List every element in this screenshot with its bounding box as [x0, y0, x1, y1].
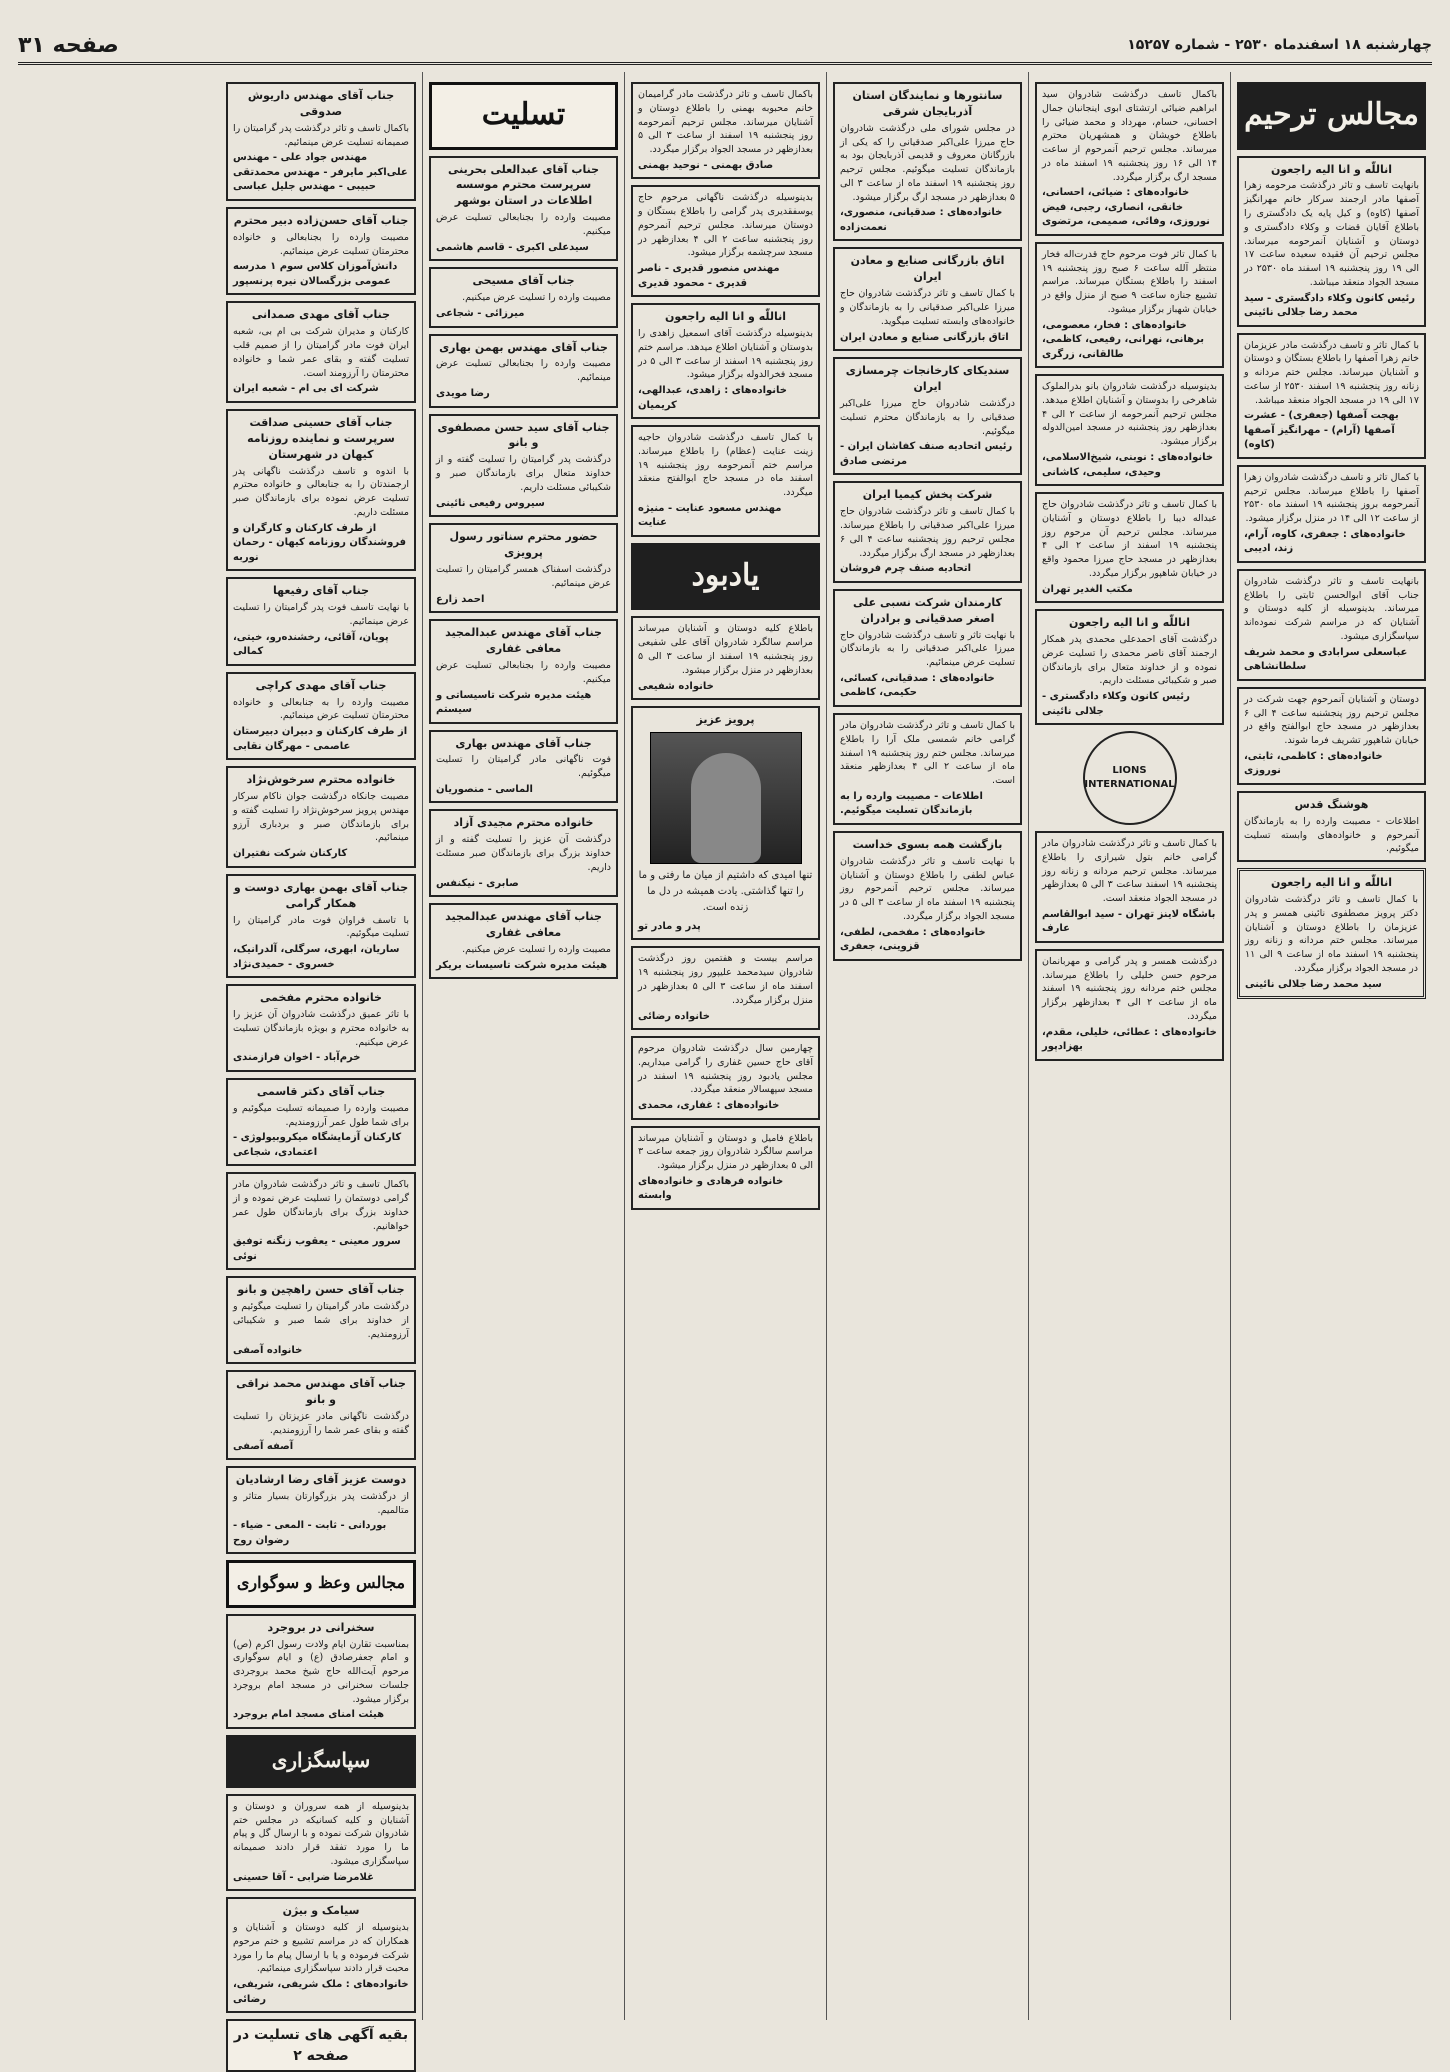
notice-signature: سرور معینی - یعقوب زنگنه توفیق نوئی	[233, 1236, 401, 1262]
notice-body: با تاثر عمیق درگذشت شادروان آن عزیز را به خانواده محترم و بویژه بازماندگان تسلیت عرض میکنیم.	[233, 1009, 409, 1048]
notice-body: با کمال تاسف و تاثر درگذشت شادروان حاج میرزا علی‌اکبر صدقیانی را به بازماندگان و خانواده‌های وابسته تسلیت میگوید.	[840, 288, 1015, 327]
notice-body: با کمال تاسف درگذشت شادروان حاجیه زینت عنایت (عظام) را باطلاع میرساند. مراسم ختم آنمرحومه روز پنجشنبه ۱۹ اسفند ماه در مسجد حاج ابوالفتح منعقد میگردد.	[638, 432, 813, 499]
notice-title: جناب آقای حسن‌زاده دبیر محترم	[233, 213, 409, 227]
notice-signature: مهندس مسعود عنایت - منیژه عنایت	[638, 502, 782, 529]
notice	[631, 706, 820, 940]
notice-title: شرکت پخش کیمیا ایران	[862, 488, 993, 502]
notice-body: بدینوسیله درگذشت آقای اسمعیل زاهدی را بدوستان و آشنایان اطلاع میدهد. مراسم ختم روز پنجشنبه ۱۹ اسفند از ساعت ۳ الی ۵ در مسجد فخرالدوله برگزار میشود.	[638, 328, 814, 381]
majales-vaz-banner: مجالس وعظ و سوگواری	[226, 1560, 416, 1607]
notice-signature: خانواده‌های : فخار، معصومی، برهانی، نهرانی، رفیعی، کاظمی، طالقانی، زرگری	[1042, 319, 1205, 360]
notice-signature: باشگاه لاینز تهران - سید ابوالقاسم عارف	[1042, 908, 1216, 935]
notice-body: با کمال تاثر فوت مرحوم حاج قدرت‌اله فخار منتظر آلله ساعت ۶ صبح روز پنجشنبه ۱۹ اسفند را باطلاع بستگان میرساند. مراسم تشییع جنازه ساعت ۹ صبح از منزل واقع در خیابان شهباز برگزار میشود.	[1042, 248, 1217, 315]
column-3	[826, 72, 1028, 2020]
notice	[429, 414, 618, 518]
notice-body: مصیبت وارده را بجنابعالی تسلیت عرض مینمائیم.	[436, 358, 611, 384]
notice	[429, 619, 618, 723]
notice-body: با نهایت تاسف و تاثر درگذشت شادروان عباس لطفی را باطلاع دوستان و آشنایان میرساند. مجلس ترحیم آنمرحوم روز پنجشنبه ۱۹ اسفند ماه از ساعت ۳ الی ۵ در مسجد الجواد برگزار میگردد.	[840, 855, 1016, 922]
notice-body: با نهایت تاسف فوت پدر گرامیتان را تسلیت عرض مینمائیم.	[233, 602, 409, 627]
notice	[226, 1897, 416, 2013]
notice-body: باکمال تاسف و تاثر درگذشت پدر گرامیتان را صمیمانه تسلیت عرض مینمائیم.	[233, 122, 409, 148]
notice	[226, 301, 416, 403]
notice-signature: خانواده‌های : عطائی، خلیلی، مقدم، بهزادپور	[1042, 1026, 1217, 1053]
notice-signature: آصفه آصفی	[233, 1440, 294, 1452]
notice-signature: خانواده آصفی	[233, 1344, 303, 1356]
notice-signature: احمد زارع	[436, 593, 485, 605]
notice	[631, 303, 820, 419]
notice-body: فوت ناگهانی مادر گرامیتان را تسلیت میگوئیم.	[436, 754, 611, 780]
notice-title: جناب آقای حسینی صداقت سرپرست و نماینده روزنامه کیهان در شهرستان	[247, 415, 395, 461]
notice-signature: هیئت مدیره شرکت تاسیسات بریکر	[436, 959, 608, 971]
notice-signature: دانش‌آموزان کلاس سوم ۱ مدرسه عمومی بزرگسالان نیره پرنسپور	[233, 261, 398, 287]
notice-signature: خانواده‌های : جعفری، کاوه، آرام، زند، ادیبی	[1244, 528, 1406, 555]
notice	[1035, 82, 1224, 236]
notice-body: دوستان و آشنایان آنمرحوم جهت شرکت در مجلس ترحیم روز پنجشنبه ساعت ۴ الی ۶ بعدازظهر در مسجد حاج ابوالفتح واقع در خیابان شاهپور تشریف فرما شوند.	[1244, 693, 1419, 747]
notice	[429, 730, 618, 804]
notice-signature: الماسی - منصوریان	[436, 783, 533, 795]
notice-body: مصیبت وارده را بجنابعالی تسلیت عرض میکنیم.	[436, 659, 611, 685]
notice-body: با کمال تاسف و تاثر درگذشت شادروان حاج میرزا علی‌اکبر صدقیانی را باطلاع میرساند. مجلس ترحیم روز پنجشنبه ساعت ۴ الی ۶ بعدازظهر در مسجد ارگ برگزار میگردد.	[840, 506, 1015, 559]
notice-body: چهارمین سال درگذشت شادروان مرحوم آقای حاج حسین غفاری را گرامی میداریم. مجلس یادبود روز پنجشنبه ۱۹ اسفند در مسجد سپهسالار منعقد میگردد.	[638, 1043, 813, 1096]
notice-signature: خانواده‌های : ملک شریفی، شریفی، رضائی	[233, 1979, 409, 2005]
notice-signature: خانواده‌های : کاظمی، ثابتی، نوروزی	[1244, 750, 1383, 777]
notice-title: جناب آقای سید حسن مصطفوی و بانو	[437, 420, 610, 450]
notice	[226, 1794, 416, 1891]
notice-signature: پویان، آقائی، رخشنده‌رو، خیتی، کمالی	[233, 631, 389, 658]
notice	[833, 247, 1022, 351]
notice-body: مصیبت وارده را تسلیت عرض میکنیم.	[462, 292, 611, 304]
notice	[226, 577, 416, 665]
notice-signature: از طرف کارکنان و کارگران و فروشندگان روزنامه کیهان - رحمان نوربه	[233, 522, 407, 563]
notice-title: خانواده محترم مفخمی	[260, 991, 382, 1005]
notice-title: جناب آقای دکتر قاسمی	[256, 1084, 386, 1098]
columns-container	[18, 72, 1432, 2064]
notice	[631, 616, 820, 700]
column-6	[220, 72, 422, 2064]
notice-body: با تاسف فراوان فوت مادر گرامیتان را تسلیت میگوئیم.	[233, 914, 409, 940]
notice	[1237, 156, 1426, 327]
notice-body: بدینوسیله از همه سروران و دوستان و آشنایان و کلیه کسانیکه در مجلس ختم شادروان شرکت نموده و با ارسال گل و پیام ما را مورد تفقد قرار دادند صمیمانه سپاسگزاری میشود.	[233, 1800, 409, 1867]
notice	[833, 357, 1022, 475]
notice-body: درگذشت اسفناک همسر گرامیتان را تسلیت عرض مینمائیم.	[436, 564, 611, 589]
notice	[226, 207, 416, 295]
notice-title: سیامک و بیژن	[282, 1904, 360, 1918]
majales-tarhim-banner: مجالس ترحیم	[1237, 82, 1426, 150]
page-header	[18, 28, 1432, 65]
column-5	[422, 72, 624, 2020]
notice-body: مراسم بیست و هفتمین روز درگذشت شادروان سیدمحمد علیپور روز پنجشنبه ۱۹ اسفند ماه از ساعت ۳ الی ۵ بعدازظهر در منزل برگزار میگردد.	[638, 953, 813, 1006]
notice-body: درگذشت همسر و پدر گرامی و مهربانمان مرحوم حسن خلیلی را باطلاع میرساند. مجلس ختم مردانه روز پنجشنبه ۱۹ اسفند ماه از ساعت ۲ الی ۴ بعدازظهر برگزار میگردد.	[1042, 955, 1217, 1022]
notice-signature: اتحادیه صنف چرم فروشان	[840, 563, 972, 575]
notice-body: باکمال تاسف درگذشت شادروان سید ابراهیم ضیائی ارتشتای ابوی اینجانبان جمال احسانی، حسام، مهرداد و محمد ضیائی را باطلاع خویشان و همشهریان محترم میرساند. مجلس ترحیم آنمرحوم از ساعت ۱۴ الی ۱۶ روز پنجشنبه ۱۹ اسفند ماه در مسجد ارگ برگزار میگردد.	[1042, 89, 1217, 183]
notice	[226, 1466, 416, 1554]
notice	[631, 1036, 820, 1120]
notice-title: خانواده محترم سرخوش‌نژاد	[246, 773, 396, 787]
notice-title: جناب آقای مهندس بهاری	[455, 736, 592, 750]
notice-signature: اتاق بازرگانی صنایع و معادن ایران	[840, 331, 1009, 343]
notice	[226, 1172, 416, 1270]
notice	[226, 82, 416, 201]
notice	[1035, 949, 1224, 1061]
notice-title: جناب آقای عبدالعلی بحرینی سرپرست محترم موسسه اطلاعات در استان بوشهر	[447, 162, 599, 208]
notice	[226, 1614, 416, 1729]
notice-body: درگذشت پدر گرامیتان را تسلیت گفته و از خداوند متعال برای بازماندگان صبر و شکیبائی مسئلت داریم.	[436, 454, 611, 493]
notice-body: از درگذشت پدر بزرگوارتان بسیار متاثر و متالمیم.	[233, 1490, 409, 1516]
notice	[1035, 609, 1224, 725]
notice-body: با کمال تاسف و تاثر درگذشت شادروان مادر گرامی خانم شمسی ملک آرا را باطلاع میرساند. مجلس ختم روز پنجشنبه ۱۹ اسفند ماه از ساعت ۲ الی ۴ بعدازظهر منعقد است.	[840, 719, 1015, 787]
notice-signature: خانواده‌های : مفخمی، لطفی، قزوینی، جعفری	[840, 926, 986, 953]
notice-signature: ساریان، ابهری، سرگلی، آلدرانیک، خسروی - حمیدی‌نژاد	[233, 944, 400, 970]
notice-body: با کمال تاسف و تاثر درگذشت شادروان حاج عبداله دیبا را باطلاع دوستان و آشنایان میرساند. مجلس ترحیم آن مرحوم روز پنجشنبه ۱۹ اسفند از ساعت ۲ الی ۴ بعدازظهر در مسجد حاج میرزا محمود واقع در خیابان شاهپور برگزار میگردد.	[1042, 499, 1217, 579]
notice	[226, 1370, 416, 1460]
notice	[631, 185, 820, 297]
column-1	[1230, 72, 1432, 2020]
notice-signature: رضا مویدی	[436, 388, 490, 400]
notice	[833, 589, 1022, 707]
notice-signature: رئیس اتحادیه صنف کفاشان ایران - مرتضی صادق	[840, 441, 1013, 467]
notice	[429, 903, 618, 979]
notice	[1035, 242, 1224, 368]
notice-signature: هیئت امنای مسجد امام بروجرد	[233, 1709, 385, 1721]
notice-body: در مجلس شورای ملی درگذشت شادروان حاج میرزا علی‌اکبر صدقیانی را که یکی از بازرگانان معروف و قدیمی آذربایجان بود به بازماندگان تسلیت میگوئیم. مجلس ترحیم روز پنجشنبه ۱۹ اسفند ماه از ساعت ۳ الی ۵ بعدازظهر در مسجد ارگ برگزار میشود.	[840, 122, 1015, 203]
notice-title: جناب آقای مهندس محمد نراقی و بانو	[236, 1377, 406, 1407]
notice-body: با کمال تاسف و تاثر درگذشت شادروان مادر گرامی خانم بتول شیرازی را باطلاع میرساند. مجلس ترحیم مردانه و زنانه روز پنجشنبه ۱۹ اسفند ساعت ۳ الی ۵ بعدازظهر در مسجد الجواد منعقد است.	[1042, 838, 1217, 905]
portrait-photo	[650, 732, 802, 864]
notice	[1035, 374, 1224, 486]
notice-signature: عباسعلی سرابادی و محمد شریف سلطانشاهی	[1244, 646, 1408, 673]
notice-signature: خانواده‌های : نوبنی، شیخ‌الاسلامی، وحیدی، سلیمی، کاشانی	[1042, 452, 1214, 478]
notice-title: حضور محترم سناتور رسول پرویزی	[449, 530, 598, 560]
notice-body: مصیبت وارده را بجنابعالی و خانواده محترمتان تسلیت عرض مینمائیم.	[233, 231, 409, 257]
notice-title: جناب آقای مهندس داریوش صدوقی	[247, 89, 395, 118]
notice-title: دوست عزیز آقای رضا ارشادیان	[235, 1473, 407, 1486]
notice-signature: سیدعلی اکبری - قاسم هاشمی	[436, 241, 589, 253]
notice	[1237, 569, 1426, 681]
notice-body: با نهایت تاثر و تاسف درگذشت شادروان حاج میرزا علی‌اکبر صدقیانی را به بازماندگان تسلیت عرض مینمائیم.	[840, 629, 1015, 669]
notice	[226, 409, 416, 571]
notice-body: بدینوسیله درگذشت شادروان بانو بدرالملوک شاهرخی را بدوستان و آشنایان اطلاع میدهد. مجلس ترحیم آنمرحومه از ساعت ۲ الی ۴ بعدازظهر روز پنجشنبه در مسجد امین‌الدوله برگزار میشود.	[1042, 381, 1217, 448]
notice-signature: خرم‌آباد - اخوان فرازمندی	[233, 1052, 361, 1064]
lions-emblem-icon: LIONS INTERNATIONAL	[1083, 731, 1177, 825]
notice-body: بانهایت تاسف و تاثر درگذشت شادروان جناب آقای ابوالحسن ثابتی را باطلاع میرساند. بدینوسیله از کلیه دوستان و آشنایان که در مراسم شرکت نموده‌اند سپاسگزاری میشود.	[1244, 575, 1419, 643]
notice	[1237, 791, 1426, 862]
notice-title: جناب آقای مهندس بهمن بهاری	[439, 340, 608, 354]
notice-signature: خانواده‌های : غفاری، محمدی	[638, 1100, 780, 1112]
notice-signature: هیئت مدیره شرکت تاسیساتی و سیستم	[436, 689, 592, 715]
notice-body: بدینوسیله از کلیه دوستان و آشنایان و همکاران که در مراسم تشییع و ختم مرحوم شرکت فرموده و یا با ارسال پیام ما را مورد محبت قرار دادند سپاسگزاری مینمائیم.	[233, 1922, 409, 1975]
notice-title: جناب آقای حسن راهچین و بانو	[237, 1283, 405, 1297]
yadbud-banner: یادبود	[631, 543, 820, 611]
notice-signature: بوردانی - ثابت - المعی - ضیاء - رضوان روح	[233, 1520, 387, 1546]
notice-signature: کارکنان آزمایشگاه میکروبیولوژی - اعتمادی، شجاعی	[233, 1132, 402, 1158]
notice	[1237, 465, 1426, 563]
notice-title: سانتورها و نمایندگان استان آذربایجان شرقی	[852, 89, 1003, 118]
notice-signature: مکتب الغدیر تهران	[1042, 583, 1133, 595]
notice-title: پرویز عزیز	[696, 713, 755, 727]
notice-body: باطلاع فامیل و دوستان و آشنایان میرساند مراسم سالگرد شادروان روز جمعه ساعت ۳ الی ۵ بعدازظهر در منزل برگزار میشود.	[638, 1132, 813, 1172]
notice-signature: صابری - نیکنفس	[436, 877, 519, 889]
notice	[429, 809, 618, 897]
notice-title: بازگشت همه بسوی خداست	[852, 837, 1003, 851]
notice-body: مصیبت جانکاه درگذشت جوان ناکام سرکار مهندس پرویز سرخوش‌نژاد را تسلیت گفته و برای بازماندگان صبر و بردباری آرزو مینمائیم.	[233, 791, 409, 844]
notice-title: اتاق بازرگانی صنایع و معادن ایران	[850, 254, 1005, 284]
notice	[1237, 333, 1426, 459]
notice-body: با کمال تاثر و تاسف درگذشت شادروان زهرا آصفها را باطلاع میرساند. مجلس ترحیم آنمرحومه بروز پنجشنبه ۱۹ اسفند ماه ۲۵۳۰ از ساعت ۱۲ الی ۱۴ در منزل برگزار میشود.	[1244, 471, 1419, 525]
notice	[226, 766, 416, 868]
notice-title: سخنرانی در بروجرد	[267, 1620, 375, 1634]
notice	[1035, 492, 1224, 603]
notice-signature: خانواده‌های : صدقیانی، منصوری، نعمت‌زاده	[840, 207, 1003, 233]
notice-body: باکمال تاسف و تاثر درگذشت شادروان مادر گرامی دوستمان را تسلیت عرض نموده و از خداوند بزرگ برای بازماندگان طول عمر خواهانیم.	[233, 1179, 409, 1232]
notice	[429, 334, 618, 408]
notice-body: درگذشت مادر گرامیتان را تسلیت میگوئیم و از خداوند برای شما صبر و شکیبائی آرزومندیم.	[233, 1301, 409, 1340]
sepasgozari-banner: سپاسگزاری	[226, 1735, 416, 1788]
notice	[631, 82, 820, 179]
issue-date: چهارشنبه ۱۸ اسفندماه ۲۵۳۰ - شماره ۱۵۲۵۷	[1127, 37, 1432, 53]
notice-title: اناللّه و انا الیه راجعون	[1270, 876, 1393, 890]
notice-body: بدینوسیله درگذشت ناگهانی مرحوم حاج یوسفقدیری پدر گرامی را باطلاع بستگان و دوستان میرساند. مجلس ترحیم آنمرحوم روز پنجشنبه ساعت ۲ الی ۴ بعدازظهر در مسجد سرچشمه برگزار میشود.	[638, 192, 813, 259]
notice-title: اناللّه و انا الیه راجعون	[1068, 616, 1191, 630]
notice-signature: خانواده‌های : صدقیانی، کسائی، حکیمی، کاظمی	[840, 672, 995, 699]
notice-body: مصیبت وارده را بجنابعالی تسلیت عرض میکنیم.	[436, 212, 611, 238]
notice-body: بمناسبت تقارن ایام ولادت رسول اکرم (ص) و امام جعفرصادق (ع) و ایام سوگواری مرحوم آیت‌الله حاج شیخ محمد بروجردی جلسات سخنرانی در مسجد امام بروجرد برگزار میشود.	[233, 1638, 409, 1705]
notice	[429, 267, 618, 327]
notice-signature: میرزائی - شجاعی	[436, 308, 525, 320]
notice-signature: مهندس جواد علی - مهندس علی‌اکبر مایرفر - مهندس محمدتقی حبیبی - مهندس جلیل عباسی	[233, 152, 408, 193]
notice	[429, 523, 618, 613]
notice-body: اطلاعات - مصیبت وارده را به بازماندگان آنمرحوم و خانواده‌های وابسته تسلیت میگوئیم.	[1244, 815, 1419, 855]
taslit-banner: تسلیت	[429, 82, 618, 150]
notice-signature: رئیس کانون وکلاء دادگستری - جلالی نائینی	[1042, 691, 1190, 717]
notice-body: تنها امیدی که داشتیم از میان ما رفتی و ما را تنها گذاشتی. یادت همیشه در دل ما زنده است.	[638, 869, 813, 913]
notice-title: جناب آقای مهدی کراچی	[255, 678, 387, 692]
notice-body: با اندوه و تاسف درگذشت ناگهانی پدر ارجمندتان را به جنابعالی و خانواده محترم تسلیت عرض نموده برای بازماندگان صبر مسئلت داریم.	[233, 465, 409, 518]
notice	[1237, 687, 1426, 785]
notice	[1237, 868, 1426, 999]
notice	[833, 481, 1022, 583]
notice-body: کارکنان و مدیران شرکت بی ام بی، شعبه ایران فوت مادر گرامیتان را از صمیم قلب تسلیت گفته و بقای عمر شما و خانواده محترمتان را آرزومند است.	[233, 326, 409, 379]
continuation-note: بقیه آگهی های تسلیت در صفحه ۲	[226, 2019, 416, 2072]
notice-body: درگذشت آقای احمدعلی محمدی پدر همکار ارجمند آقای ناصر محمدی را تسلیت عرض نموده و از خداوند متعال برای بازماندگان صبر و شکیبائی مسئلت داریم.	[1042, 634, 1217, 687]
notice-body: مصیبت وارده را صمیمانه تسلیت میگوئیم و برای شما طول عمر آرزومندیم.	[233, 1102, 409, 1128]
notice	[226, 672, 416, 760]
notice-signature: بهجت آصفها (جعفری) - عشرت آصفها (آرام) - مهرانگیز آصفها (کاوه)	[1244, 410, 1399, 451]
notice-signature: خانواده رضائی	[638, 1010, 710, 1022]
notice-title: جناب آقای مهندس عبدالمجید معافی غفاری	[445, 910, 602, 940]
notice	[631, 1126, 820, 1210]
notice-body: بانهایت تاسف و تاثر درگذشت مرحومه زهرا آصفها مادر ارجمند سرکار خانم مهرانگیز آصفها (کاوه) و کیل پایه یک دادگستری را باطلاع آقایان قضات و وکلاء دادگستری و دوستان و آشنایان آنمرحومه میرساند. مجلس ترحیم آن فقیده سعیده ساعت ۱۷ الی ۱۹ روز پنجشنبه ۱۹ اسفند ماه ۲۵۳۰ در مسجد الجواد منعقد میباشد.	[1244, 180, 1419, 288]
notice	[631, 946, 820, 1030]
notice-signature: غلامرضا ضرابی - آقا حسینی	[233, 1871, 374, 1883]
notice-signature: شرکت ای بی ام - شعبه ایران	[233, 383, 379, 395]
notice-title: جناب آقای مهندس عبدالمجید معافی غفاری	[445, 626, 602, 656]
notice	[226, 874, 416, 978]
notice-signature: خانواده شفیعی	[638, 680, 714, 692]
notice	[1035, 831, 1224, 943]
notice-body: با کمال تاثر و تاسف درگذشت مادر عزیزمان خانم زهرا آصفها را باطلاع بستگان و دوستان و آشنایان میرساند. مجلس ختم مردانه و زنانه روز پنجشنبه ۱۹ اسفند ۲۵۳۰ از ساعت ۱۷ الی ۱۹ در مسجد الجواد منعقد میباشد.	[1244, 339, 1419, 406]
notice-body: مصیبت وارده را به جنابعالی و خانواده محترمتان تسلیت عرض مینمائیم.	[233, 696, 409, 722]
notice-title: جناب آقای مسیحی	[472, 274, 575, 288]
notice-body: مصیبت وارده را تسلیت عرض میکنیم.	[462, 944, 611, 956]
notice-signature: صادق بهمنی - نوحید بهمنی	[638, 159, 774, 171]
notice-title: کارمندان شرکت نسبی علی اصغر صدقیانی و برادران	[853, 595, 1002, 625]
notice-signature: خانواده‌های : ضیائی، احسانی، خانقی، انصاری، رجبی، فیض نوروزی، وفائی، صمیمی، مرتضوی	[1042, 187, 1210, 228]
notice	[833, 831, 1022, 961]
notice-signature: پدر و مادر تو	[638, 920, 701, 932]
notice-signature: اطلاعات - مصیبت وارده را به بازماندگان تسلیت میگوئیم.	[840, 790, 983, 817]
column-2	[1028, 72, 1230, 2020]
notice-title: جناب آقای مهدی صمدانی	[251, 308, 391, 322]
notice-signature: کارکنان شرکت نفتیران	[233, 848, 348, 860]
notice-title: جناب آقای بهمن بهاری دوست و همکار گرامی	[233, 880, 409, 910]
notice-signature: خانواده‌های : زاهدی، عبدالهی، کریمیان	[638, 385, 787, 411]
notice-title: هوشنگ قدس	[1294, 797, 1369, 811]
notice-title: سندیکای کارخانجات چرمسازی ایران	[845, 364, 1010, 394]
notice-title: اناللّه و انا الیه راجعون	[664, 310, 787, 324]
notice-body: درگذشت شادروان حاج میرزا علی‌اکبر صدقیانی را به بازماندگان محترم تسلیت میگوئیم.	[840, 398, 1015, 437]
notice	[429, 156, 618, 262]
notice	[226, 1276, 416, 1364]
column-4	[624, 72, 826, 2020]
portrait-silhouette-icon	[691, 753, 761, 863]
notice	[833, 82, 1022, 241]
notice-body: باطلاع کلیه دوستان و آشنایان میرساند مراسم سالگرد شادروان آقای علی شفیعی روز پنجشنبه ۱۹ اسفند از ساعت ۳ الی ۵ بعدازظهر در منزل برگزار میشود.	[638, 623, 814, 676]
notice-signature: سید محمد رضا جلالی نائینی	[1245, 978, 1382, 990]
notice-signature: رئیس کانون وکلاء دادگستری - سید محمد رضا جلالی نائینی	[1244, 292, 1415, 319]
notice-title: اناللّه و انا الیه راجعون	[1270, 162, 1393, 176]
notice-body: درگذشت آن عزیز را تسلیت گفته و از خداوند بزرگ برای بازماندگان صبر مسئلت داریم.	[436, 834, 611, 873]
notice-signature: مهندس منصور قدیری - ناصر قدیری - محمود قدیری	[638, 263, 780, 289]
notice-body: درگذشت ناگهانی مادر عزیزتان را تسلیت گفته و بقای عمر شما را آرزومندیم.	[233, 1410, 409, 1436]
notice-signature: خانواده فرهادی و خانواده‌های وابسته	[638, 1175, 784, 1202]
notice-title: جناب آقای رفیعها	[272, 584, 370, 598]
notice	[226, 984, 416, 1072]
page-number: صفحه ۳۱	[18, 32, 119, 58]
notice-signature: از طرف کارکنان و دبیران دبیرستان عاصمی - مهرگان نقابی	[233, 726, 408, 752]
notice-body: باکمال تاسف و تاثر درگذشت مادر گرامیمان خانم محبوبه بهمنی را باطلاع دوستان و آشنایان میرساند. مجلس ترحیم آنمرحومه روز پنجشنبه ۱۹ اسفند از ساعت ۳ الی ۵ بعدازظهر در مسجد الجواد برگزار میگردد.	[638, 89, 814, 156]
notice-signature: سیروس رفیعی نائینی	[436, 497, 545, 509]
notice	[833, 713, 1022, 825]
notice	[226, 1078, 416, 1166]
notice-title: خانواده محترم مجیدی آزاد	[453, 816, 594, 830]
notice-body: با کمال تاسف و تاثر درگذشت شادروان دکتر پرویز مصطفوی نائینی همسر و پدر عزیزمان را باطلاع دوستان و آشنایان میرساند. مجلس ختم مردانه و زنانه روز پنجشنبه ۱۹ اسفند ماه از ساعت ۹ الی ۱۱ در مسجد الجواد برگزار میگردد.	[1245, 894, 1418, 974]
notice	[631, 425, 820, 537]
